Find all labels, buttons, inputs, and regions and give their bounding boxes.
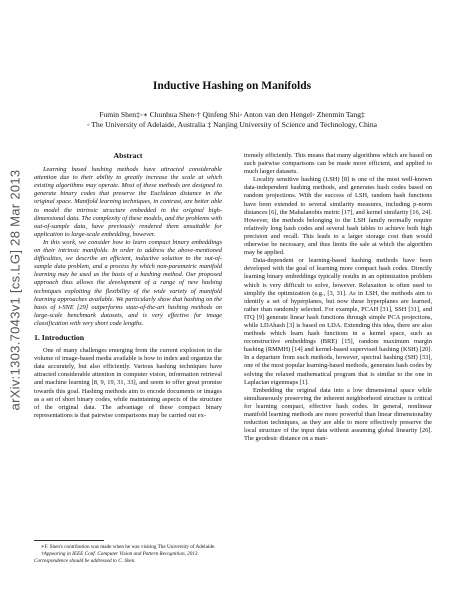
arxiv-identifier: arXiv:1303.7043v1 [cs.LG] 28 Mar 2013 [7, 169, 23, 411]
right-column [244, 152, 432, 443]
right-paragraph-0: tremely efficiently. This means that many algorithms which are based on such pairwise comparisons can be made more efficient, and applied to much larger datasets. [244, 152, 432, 176]
right-paragraph-1: Locality sensitive hashing (LSH) [8] is one of the most well-known data-independent hashing methods, and generates hash codes based on random projections. With the success of LSH, random hash functions have been extended to several similarity measures, including p-norm distances [6], the Mahalanobis metric [17], and kernel similarity [16, 24]. However, the methods belonging to the LSH family normally require relatively long hash codes and several hash tables to achieve both high precision and recall. This leads to a larger storage cost than would otherwise be necessary, and thus limits the sale at which the algorithm may be applied. [244, 176, 432, 257]
abstract-heading: Abstract [113, 151, 143, 160]
authors-line: Fumin Shen‡◦∗ Chunhua Shen◦† Qinfeng Shi◦ Anton van den Hengel◦ Zhenmin Tang‡ [99, 110, 365, 119]
section-heading-introduction: 1. Introduction [34, 332, 85, 342]
affiliations-line: ◦ The University of Adelaide, Australia ‡ Nanjing University of Science and Technology, China [86, 120, 378, 129]
abstract [34, 166, 222, 328]
abstract-paragraph-2: In this work, we consider how to learn compact binary embeddings on their intrinsic manifolds. In order to address the above-mentioned difficulties, we describe an efficient, inductive solution to the out-of-sample data problem, and a process by which non-parametric manifold learning may be used as the basis of a hashing method. Our proposed approach thus allows the development of a range of new hashing techniques exploiting the flexibility of the wide variety of manifold learning approaches available. We particularly show that hashing on the basis of t-SNE [29] outperforms state-of-the-art hashing methods on large-scale benchmark datasets, and is very effective for image classification with very short code lengths. [34, 238, 222, 327]
footnotes [34, 540, 222, 565]
footnote-1: ∗F. Shen's contribution was made when he was visiting The University of Adelaide. [41, 544, 216, 550]
right-paragraph-3: Embedding the original data into a low dimensional space while simultaneously preserving the inherent neighborhood structure is critical for learning compact, effective hash codes. In general, nonlinear manifold learning methods are more powerful than linear dimensionality reduction techniques, as they are able to more effectively preserve the local structure of the input data without assuming global linearity [26]. The geodesic distance on a man- [244, 386, 432, 443]
paper-title: Inductive Hashing on Manifolds [152, 80, 312, 92]
author-block [0, 110, 464, 130]
left-column [34, 152, 222, 420]
abstract-paragraph-1: Learning based hashing methods have attracted considerable attention due to their ability to greatly increase the scale at which existing algorithms may operate. Most of these methods are designed to generate binary codes that preserve the Euclidean distance in the original space. Manifold learning techniques, in contrast, are better able to model the intrinsic structure embedded in the original high-dimensional data. The complexity of these models, and the problems with out-of-sample data, have previously rendered them unsuitable for application to large-scale embedding, however. [34, 166, 222, 238]
intro-paragraph-1: One of many challenges emerging from the current explosion in the volume of image-based media available is how to index and organize the data accurately, but also efficiently. Various hashing techniques have attracted considerable attention in computer vision, information retrieval and machine learning [8, 9, 19, 31, 33], and seem to offer great promise towards this goal. Hashing methods aim to encode documents or images as a set of short binary codes, while maintaining aspects of the structure of the original data. The advantage of these compact binary representations is that pairwise comparisons may be carried out ex- [34, 347, 222, 419]
footnote-2: †Appearing in IEEE Conf. Computer Vision and Pattern Recognition, 2013. Correspondence should be addressed to C. Shen. [34, 551, 199, 564]
arxiv-sidebar [4, 150, 26, 430]
footnote-rule [34, 540, 104, 541]
right-paragraph-2: Data-dependent or learning-based hashing methods have been developed with the goal of learning more compact hash codes. Directly learning binary embeddings typically results in an optimization problem which is very difficult to solve, however. Relaxation is often used to simplify the optimization (e.g., [3, 31]. As in LSH, the methods aim to identify a set of hyperplanes, but now these hyperplanes are learned, rather than randomly selected. For example, PCAH [31], SSH [31], and ITQ [9] generate linear hash functions through simple PCA projections, while LDAhash [3] is based on LDA. Extending this idea, there are also methods which learn hash functions in a kernel space, such as reconstructive embeddings (BRE) [15], random maximum margin hashing (RMMH) [14] and kernel-based supervised hashing (KSH) [20]. In a departure from such methods, however, spectral hashing (SH) [33], one of the most popular learning-based methods, generates hash codes by solving the relaxed mathematical program that is similar to the one in Laplacian eigenmaps [1]. [244, 257, 432, 386]
